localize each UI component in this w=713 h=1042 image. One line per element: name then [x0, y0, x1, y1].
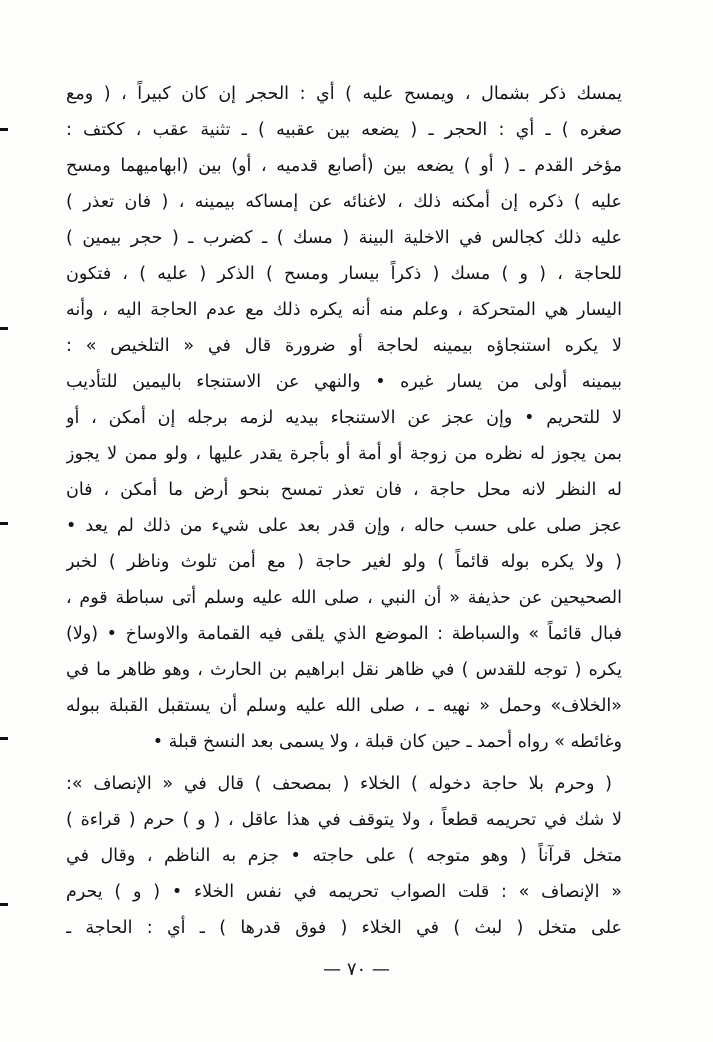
- text-line: بمن يجوز له نظره من زوجة أو أمة أو بأجرة يقدر عليها ، ولو ممن لا يجوز: [66, 444, 622, 464]
- text-line: على متخل ( لبث ) في الخلاء ( فوق قدرها ) ـ أي : الحاجة ـ: [66, 918, 622, 938]
- text-line: « الإنصاف » : قلت الصواب تحريمه في نفس الخلاء • ( و ) يحرم: [66, 882, 622, 902]
- text-line: للحاجة ، ( و ) مسك ( ذكراً بيسار ومسح ) الذكر ( عليه ) ، فتكون: [66, 264, 622, 284]
- text-line: فبال قائماً » والسباطة : الموضع الذي يلقى فيه القمامة والاوساخ • (ولا): [66, 624, 622, 644]
- text-line: لا يكره استنجاؤه بيمينه لحاجة أو ضرورة قال في « التلخيص » :: [66, 336, 622, 356]
- text-line: ( ولا يكره بوله قائماً ) ولو لغير حاجة ( مع أمن تلوث وناظر ) لخبر: [66, 552, 622, 572]
- text-line: له النظر لانه محل حاجة ، فان تعذر تمسح بنحو أرض ما أمكن ، فان: [66, 480, 622, 500]
- text-line: عجز صلى على حسب حاله ، وإن قدر بعد على شيء من ذلك لم يعد •: [66, 516, 622, 536]
- text-line: متخل قرآناً ( وهو متوجه ) على حاجته • جزم به الناظم ، وقال في: [66, 846, 622, 866]
- text-line: لا للتحريم • وإن عجز عن الاستنجاء بيديه لزمه برجله إن أمكن ، أو: [66, 408, 622, 428]
- text-line: بيمينه أولى من يسار غيره • والنهي عن الاستنجاء باليمين للتأديب: [66, 372, 622, 392]
- page-edge-mark: [0, 903, 8, 906]
- page-edge-mark: [0, 737, 8, 740]
- page-edge-mark: [0, 522, 8, 525]
- page-edge-mark: [0, 327, 8, 330]
- text-line: لا شك في تحريمه قطعاً ، ولا يتوقف في هذا عاقل ، ( و ) حرم ( قراءة ): [66, 810, 622, 830]
- page-number: — ٧٠ —: [323, 959, 390, 980]
- text-line: ( وحرم بلا حاجة دخوله ) الخلاء ( بمصحف ) قال في « الإنصاف »:: [66, 774, 612, 794]
- page-edge-mark: [0, 128, 8, 131]
- text-line: عليه ) ذكره إن أمكنه ذلك ، لاغنائه عن إمساكه بيمينه ، ( فان تعذر ): [66, 192, 622, 212]
- text-line: يمسك ذكر بشمال ، ويمسح عليه ) أي : الحجر إن كان كبيراً ، ( ومع: [66, 84, 622, 104]
- text-line: عليه ذلك كجالس في الاخلية البينة ( مسك ) ـ كضرب ـ ( حجر بيمين ): [66, 228, 622, 248]
- text-line: يكره ( توجه للقدس ) في ظاهر نقل ابراهيم بن الحارث ، وهو ظاهر ما في: [66, 660, 622, 680]
- text-line: اليسار هي المتحركة ، وعلم منه أنه يكره ذلك مع عدم الحاجة اليه ، وأنه: [66, 300, 622, 320]
- text-line: «الخلاف» وحمل « نهيه ـ ، صلى الله عليه وسلم أن يستقبل القبلة ببوله: [66, 696, 622, 716]
- text-line: مؤخر القدم ـ ( أو ) يضعه بين (أصابع قدميه ، أو) بين (ابهاميهما ومسح: [66, 156, 622, 176]
- text-line: الصحيحين عن حذيفة « أن النبي ، صلى الله عليه وسلم أتى سباطة قوم ،: [66, 588, 622, 608]
- text-line: وغائطه » رواه أحمد ـ حين كان قبلة ، ولا يسمى بعد النسخ قبلة •: [152, 732, 622, 752]
- text-line: صغره ) ـ أي : الحجر ـ ( يضعه بين عقبيه ) ـ تثنية عقب ، ككتف :: [66, 120, 622, 140]
